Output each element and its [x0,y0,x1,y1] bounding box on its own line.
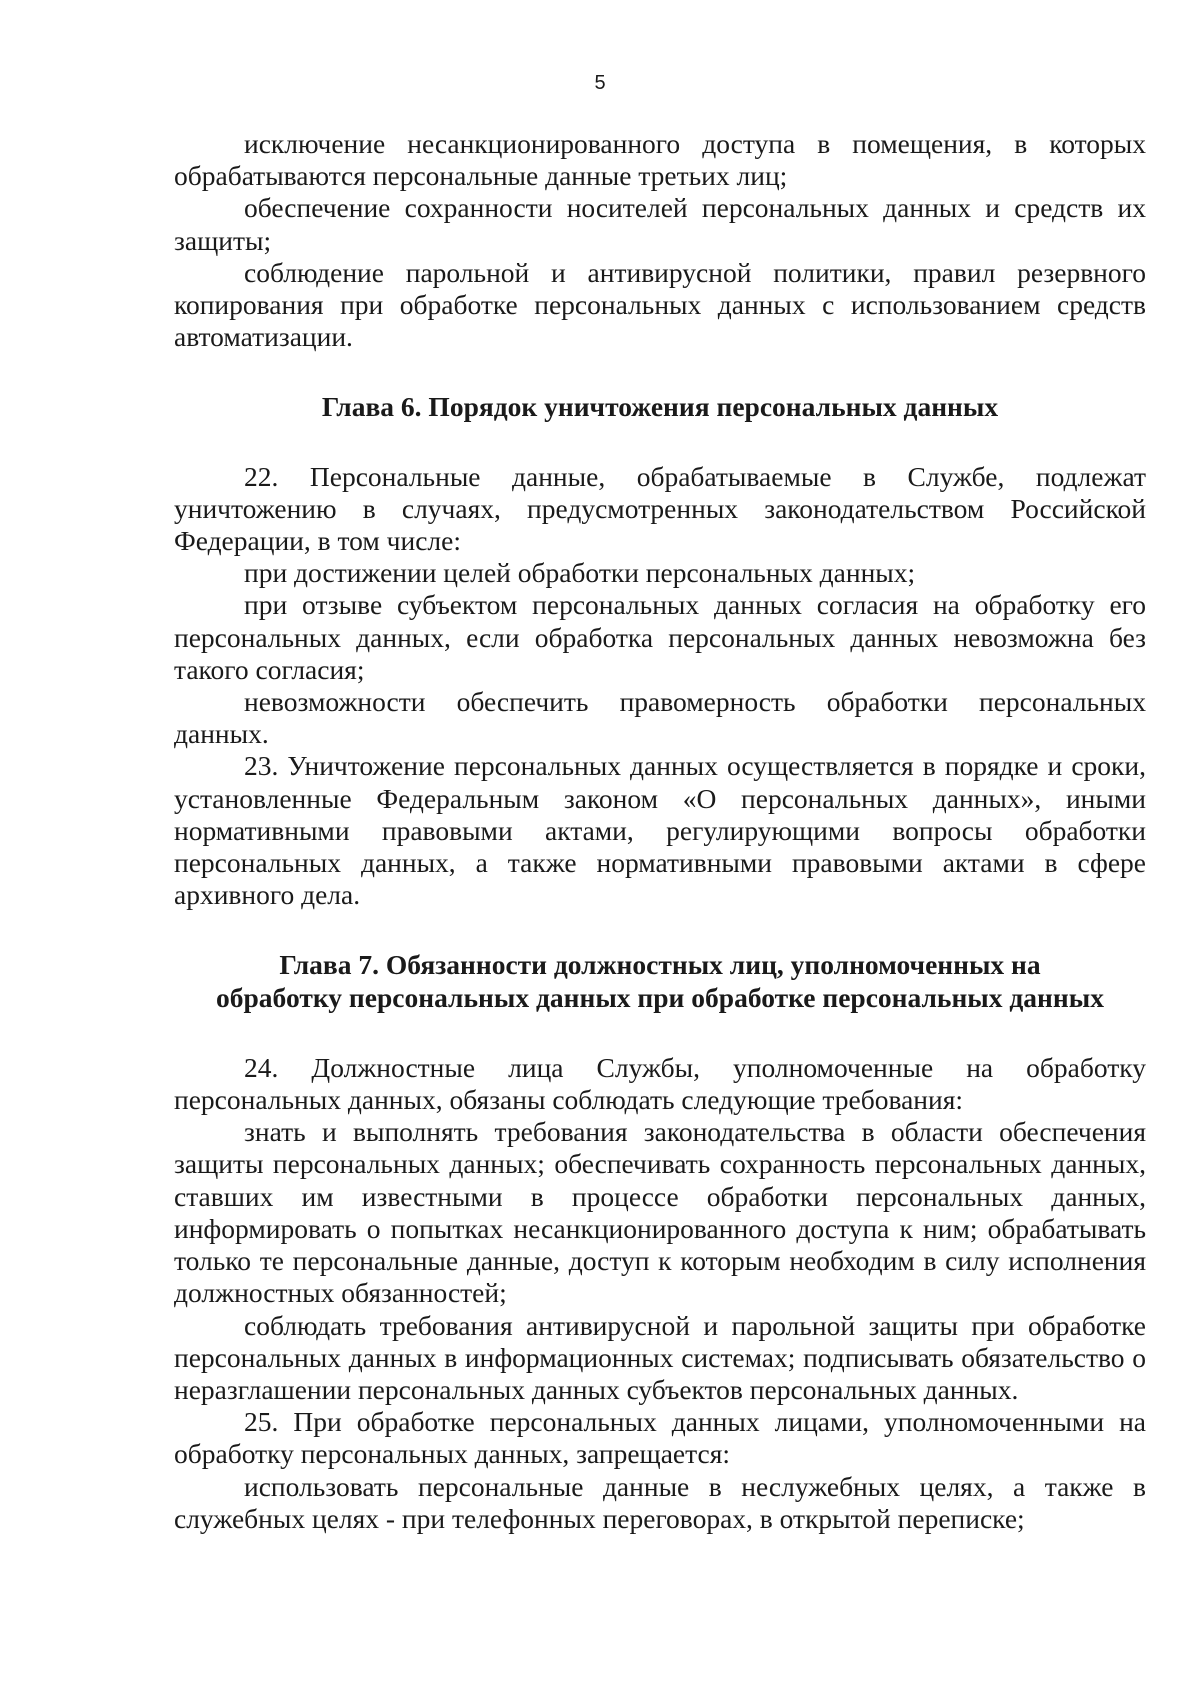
paragraph-intro-1: исключение несанкционированного доступа в помещения, в которых обрабатываются персональные данные третьих лиц; [174,128,1146,192]
paragraph-22-item-2: при отзыве субъектом персональных данных согласия на обработку его персональных данных, если обработка персональных данных невозможна без такого согласия; [174,589,1146,685]
page-number: 5 [594,72,606,94]
paragraph-24: 24. Должностные лица Службы, уполномоченные на обработку персональных данных, обязаны соблюдать следующие требования: [174,1051,1146,1116]
paragraph-intro-3: соблюдение парольной и антивирусной политики, правил резервного копирования при обработке персональных данных с использованием средств автоматизации. [174,256,1146,353]
paragraph-24-item-2: соблюдать требования антивирусной и парольной защиты при обработке персональных данных в информационных системах; подписывать обязательство о неразглашении персональных данных субъектов персональных данных. [174,1309,1146,1405]
paragraph-22-item-1: при достижении целей обработки персональных данных; [244,557,916,589]
chapter-7-heading-line-2: обработку персональных данных при обработке персональных данных [216,981,1104,1013]
chapter-7-heading-line-1: Глава 7. Обязанности должностных лиц, уполномоченных на [279,949,1041,981]
paragraph-22-item-3: невозможности обеспечить правомерность обработки персональных данных. [174,686,1146,750]
paragraph-24-item-1: знать и выполнять требования законодательства в области обеспечения защиты персональных данных; обеспечивать сохранность персональных данных, ставших им известными в процессе обработки персональных данных, информировать о попытках несанкционированного доступа к ним; обрабатывать только те персональные данные, доступ к которым необходим в силу исполнения должностных обязанностей; [174,1116,1146,1309]
spacer [174,911,1146,949]
paragraph-25-item-1: использовать персональные данные в неслужебных целях, а также в служебных целях - при телефонных переговорах, в открытой переписке; [174,1470,1146,1534]
paragraph-intro-2: обеспечение сохранности носителей персональных данных и средств их защиты; [174,192,1146,256]
document-body [174,128,1146,1535]
paragraph-22: 22. Персональные данные, обрабатываемые в Службе, подлежат уничтожению в случаях, предусмотренных законодательством Российской Федерации, в том числе: [174,460,1146,557]
paragraph-23: 23. Уничтожение персональных данных осуществляется в порядке и сроки, установленные Федеральным законом «О персональных данных», иными нормативными правовыми актами, регулирующими вопросы обработки персональных данных, а также нормативными правовыми актами в сфере архивного дела. [174,750,1146,911]
chapter-6-heading: Глава 6. Порядок уничтожения персональных данных [321,391,999,423]
spacer [174,1014,1146,1052]
paragraph-25: 25. При обработке персональных данных лицами, уполномоченными на обработку персональных данных, запрещается: [174,1406,1146,1470]
spacer [174,353,1146,391]
spacer [174,424,1146,461]
